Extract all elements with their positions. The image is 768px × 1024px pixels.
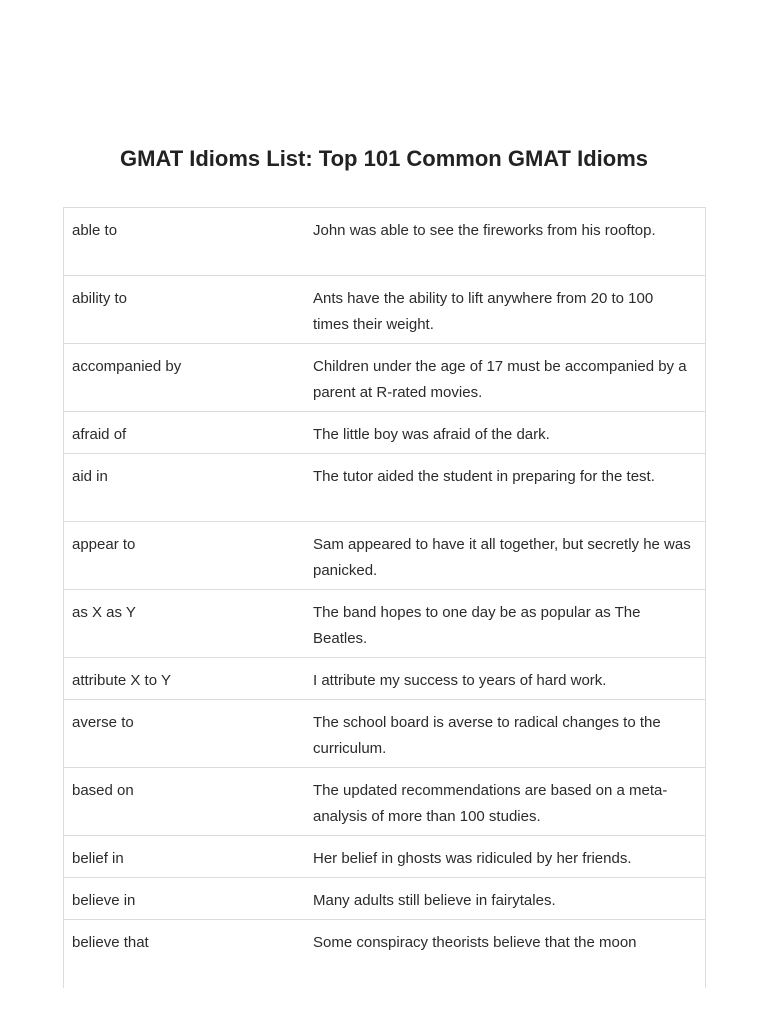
idiom-cell: accompanied by: [72, 358, 182, 375]
example-cell: I attribute my success to years of hard work.: [313, 672, 607, 689]
example-cell: The updated recommendations are based on a meta-analysis of more than 100 studies.: [313, 782, 668, 825]
example-cell: Children under the age of 17 must be accompanied by a parent at R-rated movies.: [313, 358, 687, 401]
idiom-cell: believe in: [72, 892, 136, 909]
table-row: [64, 878, 705, 920]
table-row: [64, 276, 705, 344]
example-cell: Some conspiracy theorists believe that the moon: [313, 934, 637, 951]
page-title: GMAT Idioms List: Top 101 Common GMAT Idioms: [120, 146, 648, 171]
idiom-cell: averse to: [72, 714, 134, 731]
example-cell: Many adults still believe in fairytales.: [313, 892, 556, 909]
table-row: [64, 522, 705, 590]
idiom-cell: based on: [72, 782, 134, 799]
example-cell: The band hopes to one day be as popular as The Beatles.: [313, 604, 641, 647]
table-row: [64, 208, 705, 276]
idiom-cell: able to: [72, 222, 118, 239]
table-row: [64, 658, 705, 700]
table-row: [64, 700, 705, 768]
table-row: [64, 920, 705, 988]
idiom-cell: afraid of: [72, 426, 127, 443]
example-cell: Her belief in ghosts was ridiculed by her friends.: [313, 850, 632, 867]
idiom-cell: as X as Y: [72, 604, 136, 621]
table-row: [64, 590, 705, 658]
example-cell: The little boy was afraid of the dark.: [313, 426, 550, 443]
idiom-cell: attribute X to Y: [72, 672, 171, 689]
table-row: [64, 768, 705, 836]
idiom-cell: appear to: [72, 536, 136, 553]
idiom-cell: belief in: [72, 850, 124, 867]
table-row: [64, 344, 705, 412]
idioms-table: [63, 207, 706, 988]
table-row: [64, 412, 705, 454]
idiom-cell: aid in: [72, 468, 108, 485]
example-cell: Sam appeared to have it all together, but secretly he was panicked.: [313, 536, 691, 579]
idiom-cell: believe that: [72, 934, 149, 951]
example-cell: The tutor aided the student in preparing for the test.: [313, 468, 655, 485]
example-cell: Ants have the ability to lift anywhere from 20 to 100 times their weight.: [313, 290, 654, 333]
example-cell: John was able to see the fireworks from his rooftop.: [313, 222, 656, 239]
table-row: [64, 454, 705, 522]
idiom-cell: ability to: [72, 290, 128, 307]
example-cell: The school board is averse to radical changes to the curriculum.: [313, 714, 661, 757]
table-row: [64, 836, 705, 878]
